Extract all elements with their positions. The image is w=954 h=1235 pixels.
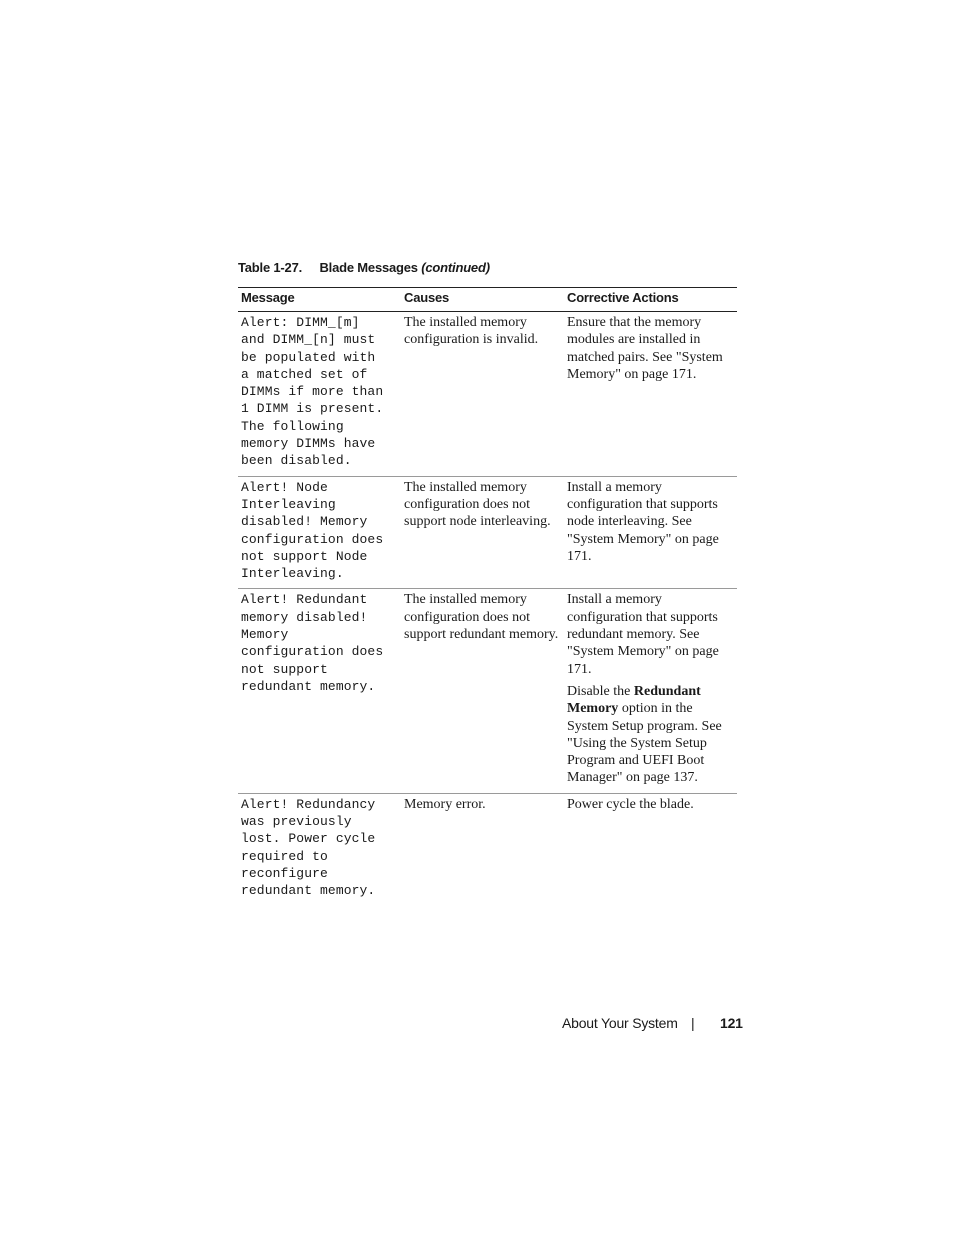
message-line: memory DIMMs have — [241, 436, 376, 452]
message-line: redundant memory. — [241, 883, 376, 899]
message-line: configuration does — [241, 531, 384, 547]
action-prefix: Disable the — [567, 683, 631, 699]
message-line: Alert! Redundancy — [241, 796, 376, 812]
message-cell — [238, 476, 401, 589]
message-line: The following — [241, 418, 344, 434]
page-footer — [562, 1015, 743, 1031]
message-line: disabled! Memory — [241, 514, 368, 530]
message-line: and DIMM_[n] must — [241, 332, 376, 348]
corrective-action-cell: Power cycle the blade. — [567, 796, 694, 812]
message-line: a matched set of — [241, 366, 368, 382]
message-line: Interleaving — [241, 496, 336, 512]
corrective-action-cell: Ensure that the memory modules are installed in matched pairs. See "System Memory" on page 171. — [564, 312, 737, 477]
message-line: Alert! Redundant — [241, 592, 368, 608]
table-header-row — [238, 288, 737, 312]
header-message: Message — [238, 288, 401, 312]
message-line: Alert! Node — [241, 479, 328, 495]
header-corrective-actions: Corrective Actions — [564, 288, 737, 312]
corrective-action-cell: Install a memory configuration that supports node interleaving. See "System Memory" on page 171. — [564, 476, 737, 589]
message-line: not support Node — [241, 548, 368, 564]
message-line: DIMMs if more than — [241, 384, 384, 400]
corrective-action-cell — [564, 589, 737, 793]
cause-cell: The installed memory configuration does not support node interleaving. — [401, 476, 564, 589]
message-line: not support — [241, 661, 328, 677]
message-line: be populated with — [241, 349, 376, 365]
message-line: required to — [241, 848, 328, 864]
message-line: Memory — [241, 627, 289, 643]
blade-messages-table — [238, 287, 737, 906]
cause-cell: The installed memory configuration does not support redundant memory. — [401, 589, 564, 793]
cause-cell: Memory error. — [404, 796, 486, 812]
message-line: Interleaving. — [241, 566, 344, 582]
message-line: been disabled. — [241, 453, 352, 469]
table-row — [238, 312, 737, 477]
message-line: redundant memory. — [241, 678, 376, 694]
table-row — [238, 589, 737, 793]
message-line: 1 DIMM is present. — [241, 401, 384, 417]
page-number: 121 — [720, 1015, 743, 1031]
message-line: memory disabled! — [241, 609, 368, 625]
message-line: lost. Power cycle — [241, 831, 376, 847]
message-line: was previously — [241, 814, 352, 830]
corrective-action-text-2 — [567, 683, 734, 787]
table-row — [238, 793, 737, 905]
footer-separator: | — [691, 1015, 695, 1031]
table-title: Blade Messages — [319, 260, 418, 275]
message-line: Alert: DIMM_[m] — [241, 315, 360, 330]
message-cell — [238, 589, 401, 793]
table-number: Table 1-27. — [238, 260, 303, 275]
table-continued-label: (continued) — [421, 260, 490, 275]
table-caption — [238, 260, 490, 275]
message-cell — [238, 312, 401, 477]
cause-cell: The installed memory configuration is invalid. — [401, 312, 564, 477]
message-line: reconfigure — [241, 865, 328, 881]
footer-section-title: About Your System — [562, 1015, 678, 1031]
header-causes: Causes — [401, 288, 564, 312]
action-suffix: option in the System Setup program. See "Using the System Setup Program and UEFI Boot Manager" on page 137. — [567, 701, 722, 786]
message-line: configuration does — [241, 644, 384, 660]
corrective-action-text: Install a memory configuration that supports redundant memory. See "System Memory" on page 171. — [567, 592, 719, 677]
redundant-memory-option: Redundant Memory — [567, 683, 701, 717]
table-row — [238, 476, 737, 589]
message-cell — [238, 793, 401, 905]
